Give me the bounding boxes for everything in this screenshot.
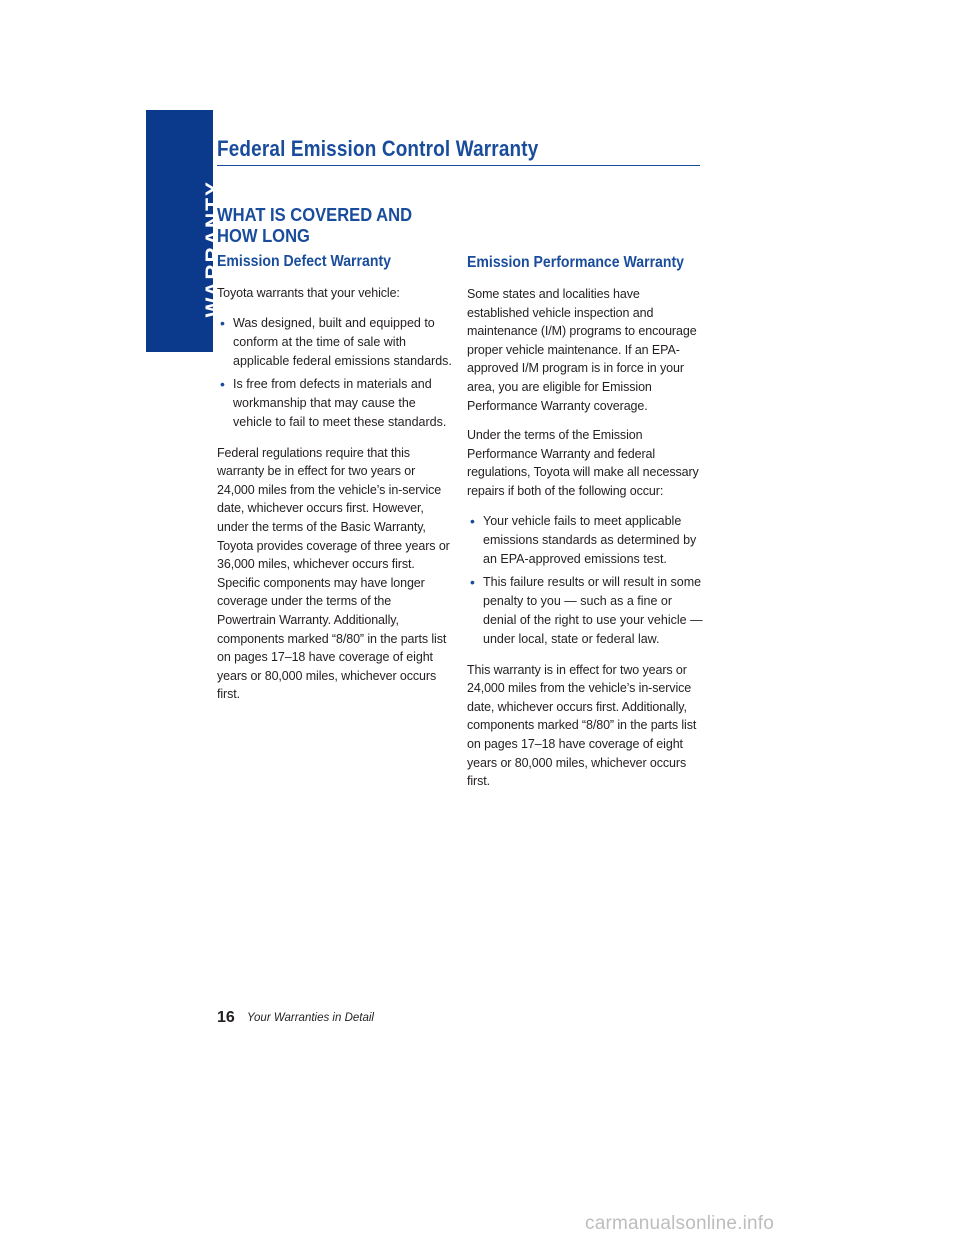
emission-defect-warranty-heading: Emission Defect Warranty xyxy=(217,253,391,270)
left-bullet-list xyxy=(217,314,453,432)
right-paragraph-2: Under the terms of the Emission Performance Warranty and federal regulations, Toyota will make all necessary repairs if both of the following occur: xyxy=(467,428,699,498)
bullet-text: Was designed, built and equipped to conform at the time of sale with applicable federal emissions standards. xyxy=(233,315,452,368)
bullet-text: This failure results or will result in some penalty to you — such as a fine or denial of the right to use your vehicle — under local, state or federal law. xyxy=(483,574,703,646)
list-item xyxy=(217,314,453,371)
right-bullet-list xyxy=(467,512,705,649)
emission-performance-warranty-heading: Emission Performance Warranty xyxy=(467,254,685,271)
right-column xyxy=(467,253,705,802)
footer-section-name: Your Warranties in Detail xyxy=(247,1012,374,1024)
watermark: carmanualsonline.info xyxy=(585,1213,775,1234)
left-body-paragraph: Federal regulations require that this warranty be in effect for two years or 24,000 miles from the vehicle’s in-service date, whichever occurs first. However, under the terms of the Basic Warranty, Toyota provides coverage of three years or 36,000 miles, whichever occurs first. Specific components may have longer coverage under the terms of the Powertrain Warranty. Additionally, components marked “8/80” in the parts list on pages 17–18 have coverage of eight years or 80,000 miles, whichever occurs first. xyxy=(217,445,450,702)
bullet-icon: • xyxy=(470,512,475,529)
list-item xyxy=(467,512,705,569)
left-column xyxy=(217,205,453,715)
page-number: 16 xyxy=(217,1009,235,1026)
left-intro-paragraph: Toyota warrants that your vehicle: xyxy=(217,286,400,300)
right-paragraph-1: Some states and localities have established vehicle inspection and maintenance (I/M) programs to encourage proper vehicle maintenance. If an EPA-approved I/M program is in force in your area, you are eligible for Emission Performance Warranty coverage. xyxy=(467,287,697,413)
right-paragraph-3: This warranty is in effect for two years or 24,000 miles from the vehicle’s in-service date, whichever occurs first. Additionally, components marked “8/80” in the parts list on pages 17–18 have coverage of eight years or 80,000 miles, whichever occurs first. xyxy=(467,662,697,789)
section-heading: WHAT IS COVERED AND HOW LONG xyxy=(217,205,413,246)
bullet-icon: • xyxy=(220,375,225,392)
bullet-text: Your vehicle fails to meet applicable emissions standards as determined by an EPA-approved emissions test. xyxy=(483,513,697,566)
list-item xyxy=(217,375,453,432)
list-item xyxy=(467,573,705,649)
bullet-text: Is free from defects in materials and workmanship that may cause the vehicle to fail to meet these standards. xyxy=(233,376,447,429)
bullet-icon: • xyxy=(220,314,225,331)
title-divider xyxy=(217,165,700,166)
side-tab-label: WARRANTY xyxy=(202,180,225,318)
bullet-icon: • xyxy=(470,573,475,590)
page-title: Federal Emission Control Warranty xyxy=(217,136,539,161)
